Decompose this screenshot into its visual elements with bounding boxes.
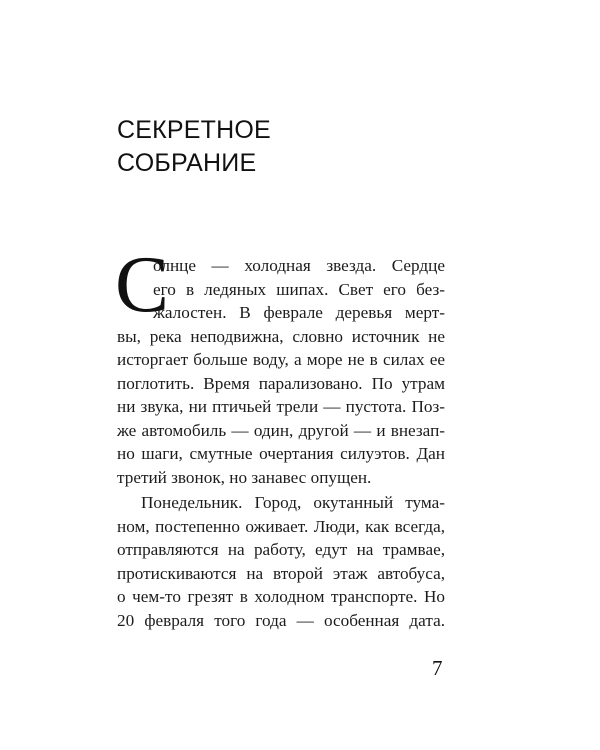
text-line: ном, постепенно оживает. Люди, как всегда, — [117, 516, 445, 536]
text-line: вы, река неподвижна, словно источник не — [117, 326, 445, 346]
text-line: но шаги, смутные очертания силуэтов. Дан — [117, 444, 445, 463]
text-line: 20 февраля того года — особенная дата. — [117, 610, 445, 630]
chapter-title-line-1: СЕКРЕТНОЕ — [117, 116, 271, 144]
text-line: протискиваются на второй этаж автобуса, — [117, 563, 445, 583]
text-line: его в ледяных шипах. Свет его без- — [153, 279, 445, 299]
text-line: ни звука, ни птичьей трели — пустота. Поз- — [117, 397, 445, 416]
paragraph-1 — [115, 239, 445, 489]
text-line: же автомобиль — один, другой — и внезап- — [117, 420, 445, 440]
paragraph-2 — [117, 491, 445, 632]
body-text — [115, 239, 445, 632]
chapter-title-line-2: СОБРАНИЕ — [117, 149, 257, 177]
text-line: жалостен. В феврале деревья мерт- — [153, 303, 445, 322]
text-line: третий звонок, но занавес опущен. — [117, 467, 372, 487]
drop-cap: С — [115, 239, 170, 329]
page-number: 7 — [432, 656, 443, 680]
text-line: поглотить. Время парализовано. По утрам — [117, 373, 445, 393]
text-line: отправляются на работу, едут на трамвае, — [117, 540, 445, 559]
text-line: Понедельник. Город, окутанный тума- — [141, 493, 445, 512]
text-line: олнце — холодная звезда. Сердце — [153, 256, 445, 275]
chapter-title — [117, 114, 271, 180]
text-line: о чем-то грезят в холодном транспорте. Но — [117, 587, 445, 606]
text-line: исторгает больше воду, а море не в силах ее — [117, 350, 445, 369]
